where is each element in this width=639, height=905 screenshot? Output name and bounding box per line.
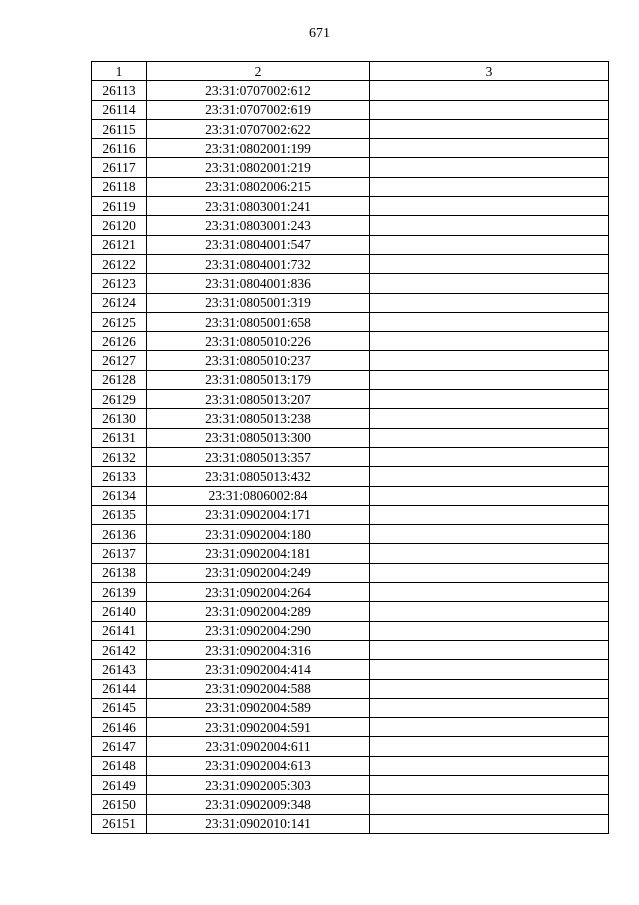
table-row [92,583,609,602]
row-number-cell: 26139 [92,583,147,602]
note-cell [370,814,609,833]
row-number-cell: 26146 [92,718,147,737]
note-cell [370,698,609,717]
table-row [92,621,609,640]
table-row [92,428,609,447]
table-row [92,370,609,389]
row-number-cell: 26119 [92,197,147,216]
table-header [92,62,609,81]
column-header-3: 3 [370,62,609,81]
table-row [92,351,609,370]
table-row [92,312,609,331]
cadastral-number-cell: 23:31:0902004:611 [147,737,370,756]
row-number-cell: 26151 [92,814,147,833]
table-row [92,679,609,698]
cadastral-number-cell: 23:31:0902004:181 [147,544,370,563]
note-cell [370,119,609,138]
note-cell [370,467,609,486]
table-row [92,158,609,177]
note-cell [370,640,609,659]
row-number-cell: 26126 [92,332,147,351]
row-number-cell: 26133 [92,467,147,486]
note-cell [370,737,609,756]
cadastral-number-cell: 23:31:0902004:249 [147,563,370,582]
row-number-cell: 26127 [92,351,147,370]
table-row [92,486,609,505]
note-cell [370,81,609,100]
note-cell [370,216,609,235]
table-row [92,177,609,196]
note-cell [370,775,609,794]
note-cell [370,254,609,273]
table-row [92,293,609,312]
cadastral-number-cell: 23:31:0902004:290 [147,621,370,640]
cadastral-number-cell: 23:31:0902005:303 [147,775,370,794]
table-row [92,254,609,273]
table-row [92,698,609,717]
note-cell [370,332,609,351]
table-row [92,100,609,119]
note-cell [370,486,609,505]
cadastral-number-cell: 23:31:0804001:547 [147,235,370,254]
note-cell [370,312,609,331]
cadastral-number-cell: 23:31:0804001:836 [147,274,370,293]
table-row [92,795,609,814]
note-cell [370,583,609,602]
row-number-cell: 26136 [92,525,147,544]
row-number-cell: 26122 [92,254,147,273]
row-number-cell: 26118 [92,177,147,196]
row-number-cell: 26138 [92,563,147,582]
note-cell [370,390,609,409]
cadastral-number-cell: 23:31:0805010:226 [147,332,370,351]
cadastral-number-cell: 23:31:0707002:612 [147,81,370,100]
row-number-cell: 26148 [92,756,147,775]
note-cell [370,679,609,698]
header-row [92,62,609,81]
cadastral-number-cell: 23:31:0707002:622 [147,119,370,138]
row-number-cell: 26141 [92,621,147,640]
row-number-cell: 26144 [92,679,147,698]
row-number-cell: 26149 [92,775,147,794]
cadastral-number-cell: 23:31:0902004:171 [147,505,370,524]
cadastral-number-cell: 23:31:0902004:414 [147,660,370,679]
row-number-cell: 26135 [92,505,147,524]
note-cell [370,351,609,370]
row-number-cell: 26117 [92,158,147,177]
table-row [92,81,609,100]
row-number-cell: 26128 [92,370,147,389]
cadastral-number-cell: 23:31:0902009:348 [147,795,370,814]
row-number-cell: 26132 [92,447,147,466]
row-number-cell: 26113 [92,81,147,100]
table-row [92,525,609,544]
row-number-cell: 26114 [92,100,147,119]
table-row [92,640,609,659]
table-row [92,447,609,466]
row-number-cell: 26129 [92,390,147,409]
cadastral-number-cell: 23:31:0902004:289 [147,602,370,621]
row-number-cell: 26143 [92,660,147,679]
row-number-cell: 26130 [92,409,147,428]
note-cell [370,177,609,196]
row-number-cell: 26150 [92,795,147,814]
row-number-cell: 26145 [92,698,147,717]
note-cell [370,795,609,814]
note-cell [370,525,609,544]
table-row [92,119,609,138]
table-row [92,390,609,409]
cadastral-number-cell: 23:31:0902004:316 [147,640,370,659]
row-number-cell: 26116 [92,139,147,158]
cadastral-number-cell: 23:31:0805013:238 [147,409,370,428]
cadastral-number-cell: 23:31:0802001:219 [147,158,370,177]
cadastral-number-cell: 23:31:0802006:215 [147,177,370,196]
note-cell [370,409,609,428]
row-number-cell: 26134 [92,486,147,505]
table-body [92,81,609,834]
row-number-cell: 26120 [92,216,147,235]
note-cell [370,235,609,254]
row-number-cell: 26131 [92,428,147,447]
table-row [92,505,609,524]
note-cell [370,505,609,524]
note-cell [370,139,609,158]
table-row [92,235,609,254]
registry-table [91,61,609,834]
row-number-cell: 26125 [92,312,147,331]
table-row [92,660,609,679]
note-cell [370,100,609,119]
table-row [92,544,609,563]
note-cell [370,197,609,216]
row-number-cell: 26115 [92,119,147,138]
cadastral-number-cell: 23:31:0806002:84 [147,486,370,505]
table-row [92,409,609,428]
cadastral-number-cell: 23:31:0805001:658 [147,312,370,331]
cadastral-number-cell: 23:31:0802001:199 [147,139,370,158]
row-number-cell: 26137 [92,544,147,563]
note-cell [370,428,609,447]
note-cell [370,447,609,466]
row-number-cell: 26147 [92,737,147,756]
cadastral-number-cell: 23:31:0803001:243 [147,216,370,235]
cadastral-number-cell: 23:31:0902010:141 [147,814,370,833]
note-cell [370,293,609,312]
table-row [92,467,609,486]
row-number-cell: 26121 [92,235,147,254]
cadastral-number-cell: 23:31:0902004:613 [147,756,370,775]
table-row [92,563,609,582]
table-row [92,775,609,794]
table-row [92,216,609,235]
cadastral-number-cell: 23:31:0902004:264 [147,583,370,602]
row-number-cell: 26142 [92,640,147,659]
table-row [92,814,609,833]
cadastral-number-cell: 23:31:0805001:319 [147,293,370,312]
cadastral-number-cell: 23:31:0805013:357 [147,447,370,466]
note-cell [370,274,609,293]
cadastral-number-cell: 23:31:0805010:237 [147,351,370,370]
cadastral-number-cell: 23:31:0804001:732 [147,254,370,273]
cadastral-number-cell: 23:31:0707002:619 [147,100,370,119]
cadastral-number-cell: 23:31:0902004:589 [147,698,370,717]
table-row [92,274,609,293]
note-cell [370,621,609,640]
page-number: 671 [309,26,330,41]
cadastral-number-cell: 23:31:0805013:300 [147,428,370,447]
table-row [92,332,609,351]
cadastral-number-cell: 23:31:0805013:432 [147,467,370,486]
note-cell [370,544,609,563]
note-cell [370,756,609,775]
table-row [92,139,609,158]
table-row [92,718,609,737]
column-header-1: 1 [92,62,147,81]
cadastral-number-cell: 23:31:0805013:207 [147,390,370,409]
cadastral-number-cell: 23:31:0805013:179 [147,370,370,389]
table-row [92,602,609,621]
row-number-cell: 26140 [92,602,147,621]
cadastral-number-cell: 23:31:0902004:588 [147,679,370,698]
row-number-cell: 26124 [92,293,147,312]
column-header-2: 2 [147,62,370,81]
cadastral-number-cell: 23:31:0803001:241 [147,197,370,216]
table-row [92,737,609,756]
note-cell [370,660,609,679]
note-cell [370,718,609,737]
table-row [92,197,609,216]
table-row [92,756,609,775]
cadastral-number-cell: 23:31:0902004:591 [147,718,370,737]
row-number-cell: 26123 [92,274,147,293]
note-cell [370,602,609,621]
note-cell [370,370,609,389]
cadastral-number-cell: 23:31:0902004:180 [147,525,370,544]
note-cell [370,563,609,582]
note-cell [370,158,609,177]
